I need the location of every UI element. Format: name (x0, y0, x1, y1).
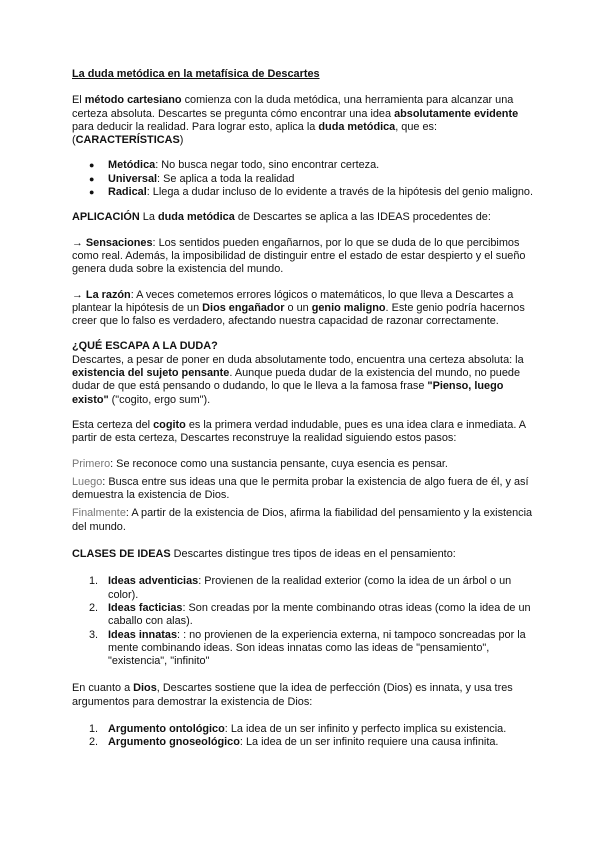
list-item-text: : : no provienen de la experiencia externa, ni tampoco soncreadas por la mente combinando ideas. Son ideas innatas como las ideas de "pensamiento", "existencia", "infinito" (108, 628, 526, 668)
cogito-text-1: Esta certeza del (72, 418, 154, 431)
list-item-text: : La idea de un ser infinito requiere una causa infinita. (239, 736, 499, 749)
document-title: La duda metódica en la metafísica de Descartes (72, 68, 320, 80)
escapa-text-2: . Aunque pueda dudar de la existencia del mundo, no puede dudar de que está pensando o dudando, lo que le lleva a la famosa frase (72, 367, 521, 393)
intro-text-1: El (72, 94, 85, 107)
arrow-icon: → (72, 288, 86, 301)
clases-paragraph (72, 548, 534, 561)
list-item (72, 186, 534, 199)
list-number: 3. (89, 628, 99, 641)
cogito-paragraph (72, 419, 534, 446)
list-item-term: Universal (108, 172, 158, 185)
escapa-heading: ¿QUÉ ESCAPA A LA DUDA? (72, 340, 218, 353)
step-paragraph-luego (72, 476, 534, 503)
razon-bold-dios: Dios engañador (202, 301, 285, 314)
list-item-text: : Son creadas por la mente combinando otras ideas (como la idea de un caballo con alas). (108, 601, 531, 628)
application-text-2: de Descartes se aplica a las IDEAS procedentes de: (234, 211, 491, 224)
razon-text-1: : A veces cometemos errores lógicos o matemáticos, lo que lleva a Descartes a plantear la hipótesis de un (72, 288, 514, 314)
document-page (72, 68, 534, 750)
intro-bold-duda: duda metódica (318, 120, 396, 133)
cogito-text-2: es la primera verdad indudable, pues es una idea clara e inmediata. A partir de esta certeza, Descartes reconstruye la realidad siguiendo estos pasos: (72, 418, 526, 445)
bullet-icon: ● (89, 173, 95, 184)
list-item-text: : Se aplica a toda la realidad (157, 172, 295, 185)
list-item-term: Argumento ontológico (108, 722, 225, 735)
list-number: 1. (89, 722, 99, 735)
escapa-bold-frase: "Pienso, luego existo" (72, 380, 504, 406)
list-item-term: Ideas adventicias (108, 575, 199, 588)
list-number: 1. (89, 575, 99, 588)
sensaciones-term: Sensaciones (85, 236, 153, 249)
step-text: : Se reconoce como una sustancia pensante, cuya esencia es pensar. (110, 457, 448, 470)
list-item (72, 173, 534, 186)
clases-text: Descartes distingue tres tipos de ideas en el pensamiento: (170, 548, 456, 561)
step-text: : A partir de la existencia de Dios, afirma la fiabilidad del pensamiento y la existencia del mundo. (72, 507, 533, 533)
application-heading: APLICACIÓN (72, 211, 140, 224)
list-number: 2. (89, 736, 99, 749)
application-bold: duda metódica (157, 211, 235, 224)
list-item (72, 723, 534, 736)
intro-text-5: ) (179, 134, 184, 147)
escapa-paragraph (72, 354, 534, 407)
arrow-icon: → (72, 236, 86, 249)
intro-text-3: para deducir la realidad. Para lograr esto, aplica la (72, 120, 319, 133)
list-item-term: Ideas innatas (108, 628, 178, 641)
list-item-term: Argumento gnoseológico (108, 736, 240, 749)
dios-paragraph (72, 682, 534, 709)
list-item-term: Metódica (108, 159, 156, 172)
list-item-term: Ideas facticias (108, 601, 183, 614)
escapa-text-3: ("cogito, ergo sum"). (108, 393, 211, 406)
bullet-icon: ● (89, 160, 95, 171)
list-item (72, 575, 534, 602)
list-item-text: : Llega a dudar incluso de lo evidente a través de la hipótesis del genio maligno. (146, 186, 534, 199)
list-number: 2. (89, 601, 99, 614)
list-item (72, 736, 534, 749)
razon-term: La razón (85, 288, 131, 301)
list-item-text: : No busca negar todo, sino encontrar certeza. (155, 159, 380, 172)
razon-text-2: o un (284, 301, 312, 314)
intro-bold-caracteristicas: CARACTERÍSTICAS (75, 134, 180, 147)
list-item (72, 159, 534, 172)
intro-paragraph (72, 94, 534, 147)
step-label: Finalmente (72, 507, 126, 520)
intro-bold-evidente: absolutamente evidente (394, 107, 519, 120)
dios-text-1: En cuanto a (72, 682, 134, 695)
intro-text-4: , que es: ( (72, 120, 438, 147)
ideas-list (72, 575, 534, 668)
application-paragraph (72, 211, 534, 224)
step-paragraph-primero (72, 458, 534, 471)
sensaciones-text: : Los sentidos pueden engañarnos, por lo que se duda de lo que percibimos como real. Además, la imposibilidad de distinguir entre el estado de estar despierto y el sueño genera duda sobre la existencia del mundo. (72, 236, 526, 276)
escapa-text-1: Descartes, a pesar de poner en duda absolutamente todo, encuentra una certeza absoluta: la (72, 353, 524, 366)
razon-paragraph (72, 289, 534, 329)
razon-bold-genio: genio maligno (311, 301, 386, 314)
step-text: : Busca entre sus ideas una que le permita probar la existencia de algo fuera de él, y así demuestra la existencia de Dios. (72, 475, 529, 502)
escapa-bold-sujeto: existencia del sujeto pensante (72, 367, 230, 380)
application-text-1: La (139, 211, 158, 224)
list-item-text: : La idea de un ser infinito y perfecto implica su existencia. (224, 722, 507, 735)
intro-bold-metodo: método cartesiano (84, 94, 182, 107)
dios-text-2: , Descartes sostiene que la idea de perfección (Dios) es innata, y usa tres argumentos para demostrar la existencia de Dios: (72, 682, 513, 708)
list-item-term: Radical (108, 186, 147, 199)
sensaciones-paragraph (72, 237, 534, 277)
arguments-list (72, 723, 534, 750)
step-label: Luego (72, 475, 103, 488)
clases-heading: CLASES DE IDEAS (72, 548, 171, 561)
list-item (72, 602, 534, 629)
list-item (72, 629, 534, 669)
step-label: Primero (72, 457, 111, 470)
list-item-text: : Provienen de la realidad exterior (como la idea de un árbol o un color). (108, 575, 512, 601)
cogito-bold: cogito (153, 418, 186, 431)
step-paragraph-finalmente (72, 507, 534, 534)
characteristics-list (72, 159, 534, 199)
dios-bold: Dios (133, 682, 157, 695)
razon-text-3: . Este genio podría hacernos creer que lo falso es verdadero, afectando nuestra capacidad de razonar correctamente. (72, 301, 525, 328)
intro-text-2: comienza con la duda metódica, una herramienta para alcanzar una certeza absoluta. Descartes se pregunta cómo encontrar una idea (72, 94, 514, 120)
bullet-icon: ● (89, 187, 95, 198)
